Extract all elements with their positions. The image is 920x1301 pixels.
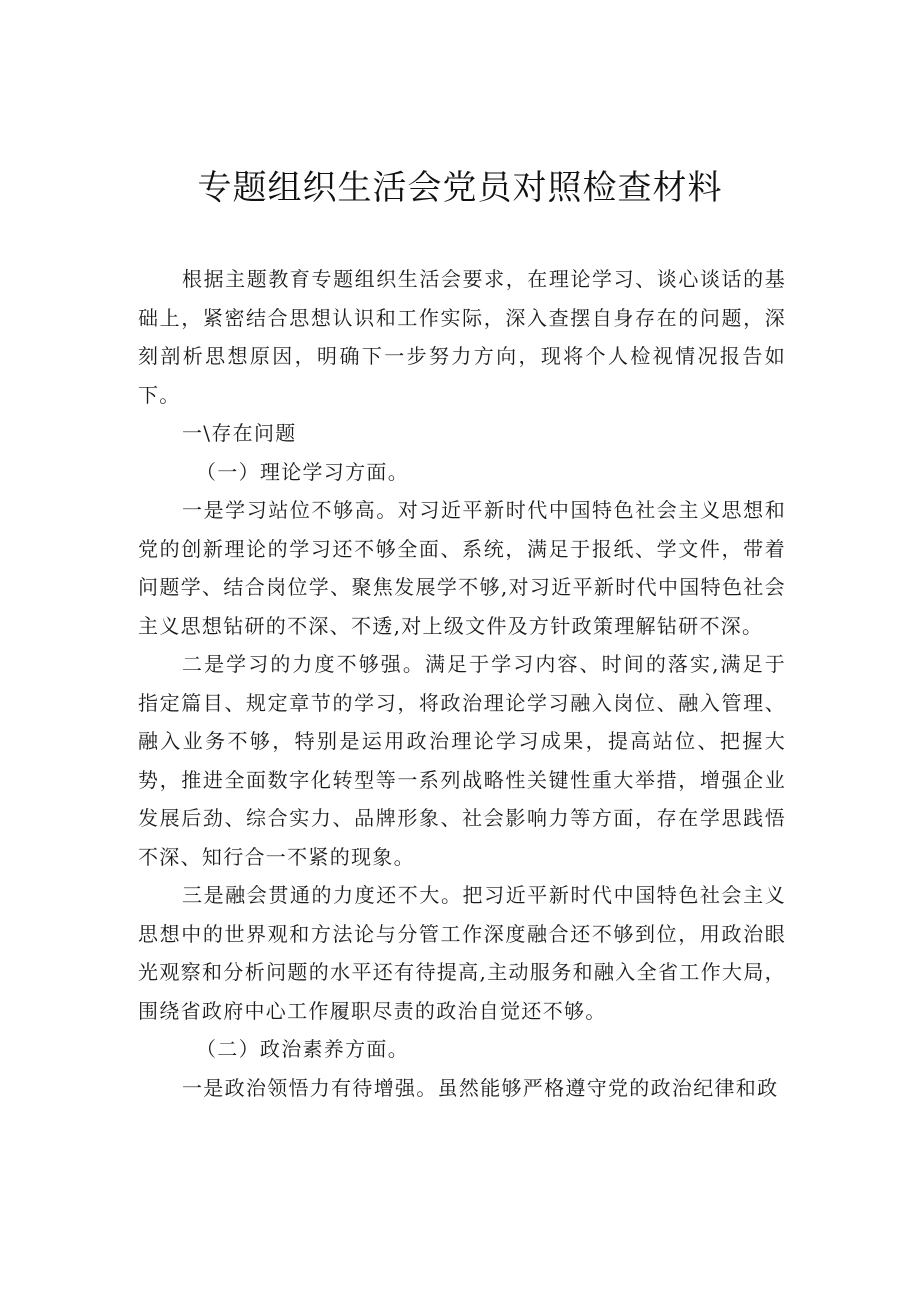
document-body — [138, 260, 786, 1107]
intro-paragraph: 根据主题教育专题组织生活会要求，在理论学习、谈心谈话的基础上，紧密结合思想认识和工作实际，深入查摆自身存在的问题，深刻剖析思想原因，明确下一步努力方向，现将个人检视情况报告如下。 — [138, 267, 786, 407]
paragraph-theory-3: 三是融会贯通的力度还不大。把习近平新时代中国特色社会主义思想中的世界观和方法论与分管工作深度融合还不够到位，用政治眼光观察和分析问题的水平还有待提高,主动服务和融入全省工作大局，围绕省政府中心工作履职尽责的政治自觉还不够。 — [138, 883, 786, 1023]
paragraph-theory-1: 一是学习站位不够高。对习近平新时代中国特色社会主义思想和党的创新理论的学习还不够全面、系统，满足于报纸、学文件，带着问题学、结合岗位学、聚焦发展学不够,对习近平新时代中国特色社会主义思想钻研的不深、不透,对上级文件及方针政策理解钻研不深。 — [138, 498, 786, 638]
paragraph-political-1: 一是政治领悟力有待增强。虽然能够严格遵守党的政治纪律和政 — [182, 1075, 779, 1100]
paragraph-theory-2: 二是学习的力度不够强。满足于学习内容、时间的落实,满足于指定篇目、规定章节的学习，将政治理论学习融入岗位、融入管理、融入业务不够，特别是运用政治理论学习成果，提高站位、把握大势，推进全面数字化转型等一系列战略性关键性重大举措，增强企业发展后劲、综合实力、品牌形象、社会影响力等方面，存在学思践悟不深、知行合一不紧的现象。 — [138, 652, 786, 869]
document-title: 专题组织生活会党员对照检查材料 — [197, 168, 723, 208]
subsection-heading-political-literacy: （二）政治素养方面。 — [196, 1037, 409, 1061]
section-heading-problems: 一\存在问题 — [182, 421, 297, 445]
subsection-heading-theory-study: （一）理论学习方面。 — [196, 459, 409, 484]
